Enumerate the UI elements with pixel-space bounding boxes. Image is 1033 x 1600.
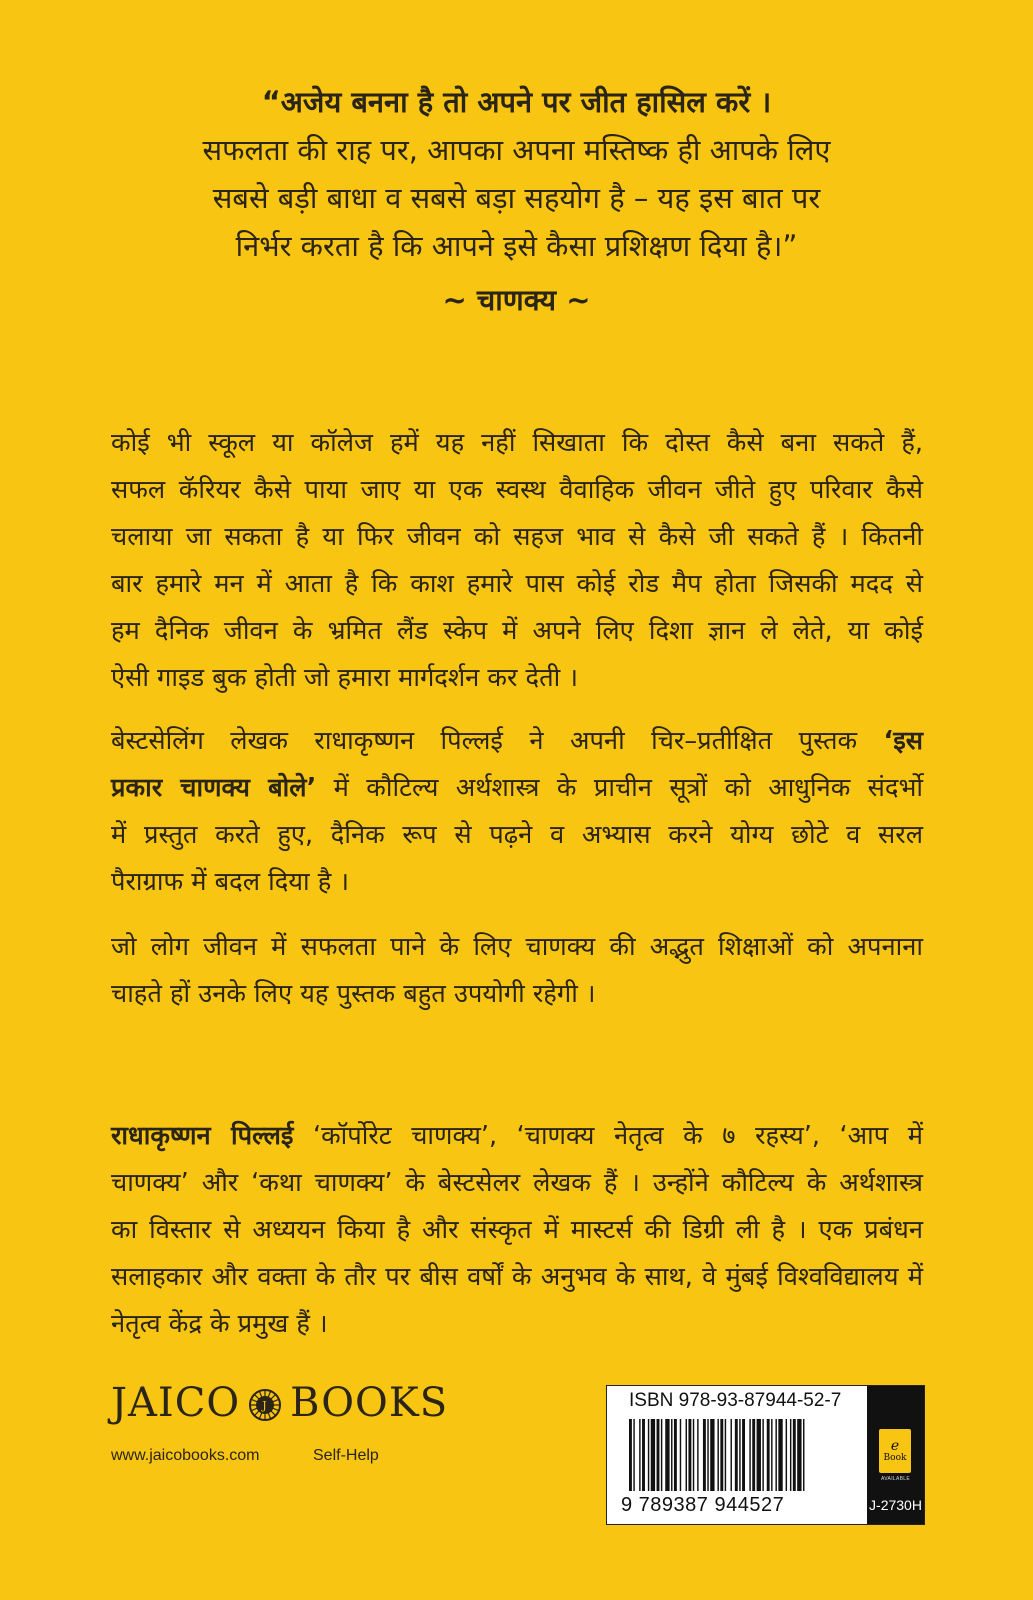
barcode-bar xyxy=(752,1419,755,1491)
description-line-4: पैराग्राफ में बदल दिया है । xyxy=(111,867,350,897)
quote-line-3: सबसे बड़ी बाधा व सबसे बड़ा सहयोग है – यह इस बात पर xyxy=(212,181,821,215)
publisher-name-right: BOOKS xyxy=(290,1380,449,1426)
barcode-bar xyxy=(633,1419,634,1491)
barcode-bar xyxy=(803,1419,804,1491)
bio-line-5: नेतृत्व केंद्र के प्रमुख हैं । xyxy=(111,1309,328,1339)
audience-line-2: चाहते हों उनके लिए यह पुस्तक बहुत उपयोगी रहेगी । xyxy=(111,979,596,1009)
description-line-2 xyxy=(111,765,923,812)
svg-text:J: J xyxy=(262,1399,268,1412)
barcode-bar xyxy=(793,1419,796,1491)
barcode-bar xyxy=(661,1419,662,1491)
barcode-bar xyxy=(767,1419,770,1491)
ebook-available-label: AVAILABLE xyxy=(881,1476,910,1482)
intro-line-4: बार हमारे मन में आता है कि काश हमारे पास कोई रोड मैप होता जिसकी मदद से xyxy=(111,569,923,599)
barcode-bar xyxy=(648,1419,649,1491)
barcode-bar xyxy=(725,1419,726,1491)
barcode-bar xyxy=(707,1419,708,1491)
isbn-barcode-block xyxy=(606,1385,925,1525)
barcode-bar xyxy=(688,1419,691,1491)
barcode-bar xyxy=(717,1419,718,1491)
barcode-bar xyxy=(671,1419,672,1491)
barcode-bar xyxy=(651,1419,655,1491)
bio-line-1-text: ‘कॉर्पोरेट चाणक्य’, ‘चाणक्य नेतृत्व के ७ रहस्य’, ‘आप में xyxy=(293,1121,923,1151)
barcode-bar xyxy=(786,1419,787,1491)
book-category: Self-Help xyxy=(313,1447,379,1464)
barcode-bar xyxy=(731,1419,732,1491)
barcode-digits: 9 789387 944527 xyxy=(621,1494,785,1516)
barcode-bar xyxy=(703,1419,706,1491)
barcode-bar xyxy=(639,1419,640,1491)
barcode-bar xyxy=(762,1419,763,1491)
publisher-logo xyxy=(111,1380,448,1426)
barcode-bar xyxy=(790,1419,791,1491)
barcode-bar xyxy=(629,1419,632,1491)
barcode-bar xyxy=(680,1419,681,1491)
ebook-word: Book xyxy=(883,1453,907,1463)
quote-attribution: ~ चाणक्य ~ xyxy=(442,283,591,317)
barcode-bar xyxy=(674,1419,677,1491)
barcode-bar xyxy=(749,1419,750,1491)
barcode-bar xyxy=(742,1419,745,1491)
bio-line-3: का विस्तार से अध्ययन किया है और संस्कृत में मास्टर्स की डिग्री ली है । एक प्रबंधन xyxy=(111,1215,923,1245)
description-line-1-text: बेस्टसेलिंग लेखक राधाकृष्णन पिल्लई ने अपनी चिर–प्रतीक्षित पुस्तक xyxy=(111,726,884,756)
bio-line-1 xyxy=(111,1113,923,1160)
barcode-bar xyxy=(697,1419,698,1491)
intro-line-5: हम दैनिक जीवन के भ्रमित लैंड स्केप में अपने लिए दिशा ज्ञान ले लेते, या कोई xyxy=(111,616,923,646)
barcode-bar xyxy=(686,1419,687,1491)
isbn-label: ISBN 978-93-87944-52-7 xyxy=(629,1390,842,1411)
intro-line-1: कोई भी स्कूल या कॉलेज हमें यह नहीं सिखाता कि दोस्त कैसे बना सकते हैं, xyxy=(111,428,923,458)
barcode-bar xyxy=(757,1419,761,1491)
barcode-bar xyxy=(720,1419,723,1491)
intro-line-6: ऐसी गाइड बुक होती जो हमारा मार्गदर्शन कर देती । xyxy=(111,663,579,693)
wheel-logo-icon xyxy=(248,1386,282,1420)
back-cover-quote xyxy=(0,78,1033,324)
ebook-letter: e xyxy=(890,1438,900,1454)
ebook-icon xyxy=(879,1429,911,1473)
publisher-website: www.jaicobooks.com xyxy=(111,1447,260,1464)
audience-paragraph xyxy=(111,924,923,1018)
publisher-name-left: JAICO xyxy=(111,1380,241,1426)
ebook-side-panel xyxy=(867,1386,924,1524)
barcode-bar xyxy=(797,1419,801,1491)
intro-paragraph xyxy=(111,420,923,702)
author-name: राधाकृष्णन पिल्लई xyxy=(111,1121,294,1151)
barcode-bar xyxy=(735,1419,738,1491)
product-code: J-2730H xyxy=(869,1497,922,1513)
barcode-bar xyxy=(693,1419,694,1491)
barcode-bar xyxy=(778,1419,782,1491)
book-title-part-2: प्रकार चाणक्य बोले’ xyxy=(111,773,317,803)
intro-line-2: सफल कॅरियर कैसे पाया जाए या एक स्वस्थ वैवाहिक जीवन जीते हुए परिवार कैसे xyxy=(111,475,923,505)
barcode-bar xyxy=(739,1419,740,1491)
bio-line-2: चाणक्य’ और ‘कथा चाणक्य’ के बेस्टसेलर लेखक हैं । उन्होंने कौटिल्य के अर्थशास्त्र xyxy=(111,1168,923,1198)
barcode-bar xyxy=(642,1419,645,1491)
quote-line-1: “अजेय बनना है तो अपने पर जीत हासिल करें । xyxy=(261,85,772,119)
barcode-bars xyxy=(629,1419,854,1491)
description-line-2-text: में कौटिल्य अर्थशास्त्र के प्राचीन सूत्रों को आधुनिक संदर्भो xyxy=(316,773,923,803)
barcode-bar xyxy=(775,1419,776,1491)
audience-line-1: जो लोग जीवन में सफलता पाने के लिए चाणक्य की अद्भुत शिक्षाओं को अपनाना xyxy=(111,932,923,962)
barcode-bar xyxy=(771,1419,772,1491)
bio-line-4: सलाहकार और वक्ता के तौर पर बीस वर्षों के अनुभव के साथ, वे मुंबई विश्वविद्यालय में xyxy=(111,1262,923,1292)
book-description-paragraph xyxy=(111,718,923,906)
description-line-1 xyxy=(111,718,923,765)
description-line-3: में प्रस्तुत करते हुए, दैनिक रूप से पढ़ने व अभ्यास करने योग्य छोटे व सरल xyxy=(111,820,923,850)
barcode-bar xyxy=(665,1419,669,1491)
quote-line-4: निर्भर करता है कि आपने इसे कैसा प्रशिक्षण दिया है।” xyxy=(235,229,798,263)
intro-line-3: चलाया जा सकता है या फिर जीवन को सहज भाव से कैसे जी सकते हैं । कितनी xyxy=(111,522,923,552)
barcode-bar xyxy=(657,1419,660,1491)
author-bio-paragraph xyxy=(111,1113,923,1348)
barcode-bar xyxy=(710,1419,714,1491)
quote-line-2: सफलता की राह पर, आपका अपना मस्तिष्क ही आपके लिए xyxy=(202,133,831,167)
book-title-part-1: ‘इस xyxy=(883,726,923,756)
